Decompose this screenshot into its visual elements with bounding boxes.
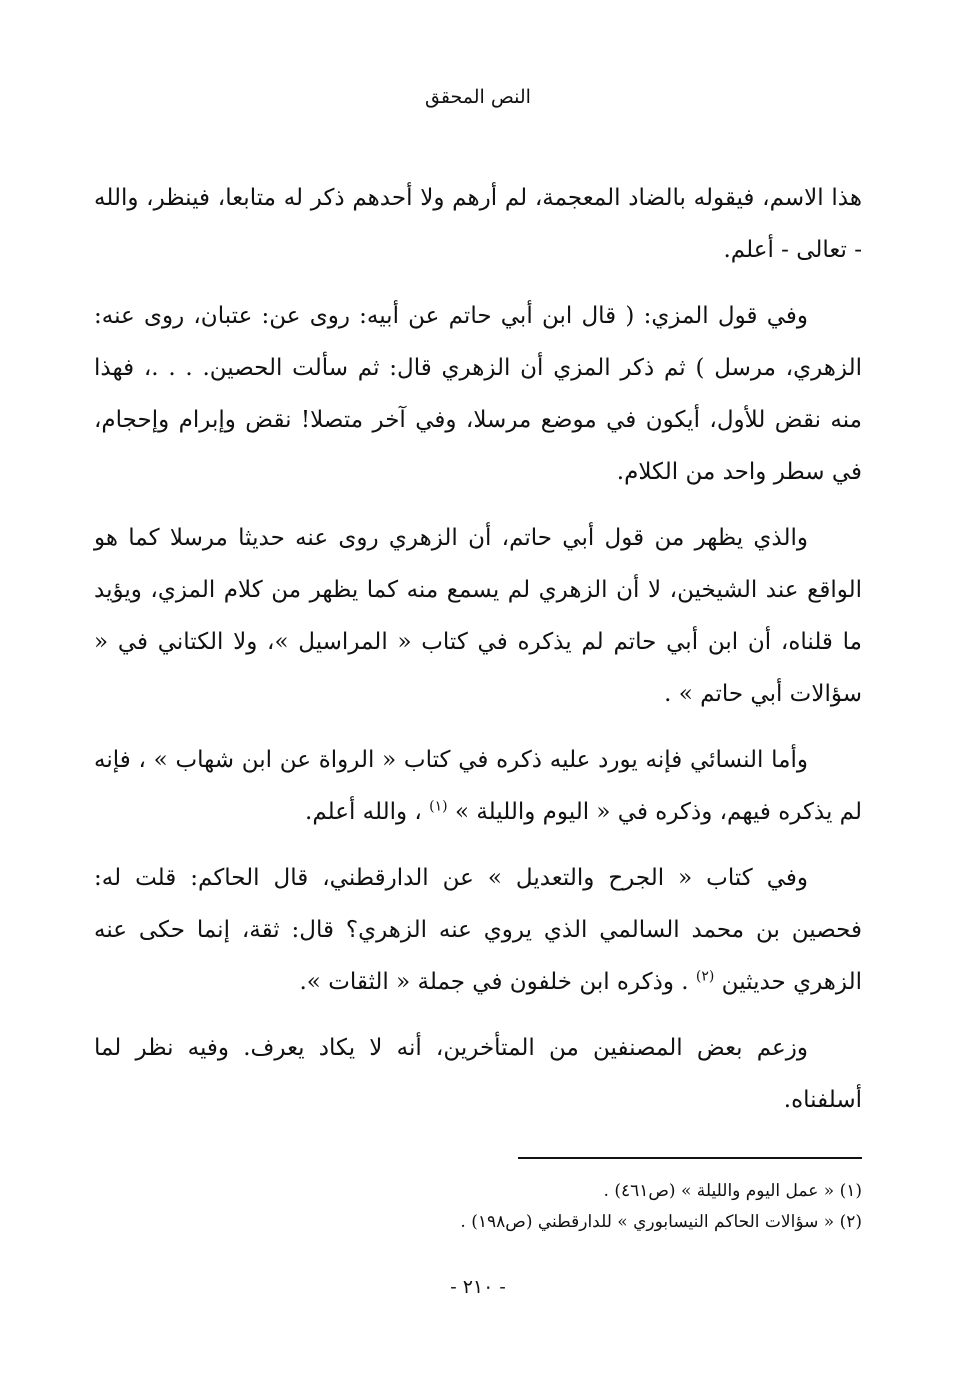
- paragraph-6: وزعم بعض المصنفين من المتأخرين، أنه لا يكاد يعرف. وفيه نظر لما أسلفناه.: [94, 1035, 862, 1113]
- paragraph-4-text-before: وأما النسائي فإنه يورد عليه ذكره في كتاب « الرواة عن ابن شهاب » ، فإنه لم يذكره فيهم، وذكره في « اليوم والليلة »: [94, 747, 862, 825]
- paragraph-4-text-after: ، والله أعلم.: [305, 799, 430, 825]
- paragraph-5-text-after: . وذكره ابن خلفون في جملة « الثقات ».: [299, 969, 696, 995]
- paragraph-4: [94, 734, 862, 838]
- footnote-1: (١) « عمل اليوم والليلة » (ص٤٦١) .: [603, 1181, 862, 1201]
- footnote-ref-1: (١): [429, 798, 448, 815]
- paragraph-5-text-before: وفي كتاب « الجرح والتعديل » عن الدارقطني، قال الحاكم: قلت له: فحصين بن محمد السالمي الذي يروي عنه الزهري؟ قال: ثقة، إنما حكى عنه الزهري حديثين: [94, 865, 862, 995]
- paragraph-3: والذي يظهر من قول أبي حاتم، أن الزهري روى عنه حديثا مرسلا كما هو الواقع عند الشيخين، لا أن الزهري لم يسمع منه كما يظهر من كلام المزي، ويؤيد ما قلناه، أن ابن أبي حاتم لم يذكره في كتاب « المراسيل »، ولا الكتاني في « سؤالات أبي حاتم » .: [94, 525, 862, 707]
- main-text: [94, 172, 862, 1140]
- footnote-2: (٢) « سؤالات الحاكم النيسابوري » للدارقطني (ص١٩٨) .: [460, 1212, 862, 1232]
- paragraph-5: [94, 852, 862, 1008]
- running-header: النص المحقق: [425, 86, 531, 108]
- paragraph-2: وفي قول المزي: ( قال ابن أبي حاتم عن أبيه: روى عن: عتبان، روى عنه: الزهري، مرسل ) ثم ذكر المزي أن الزهري قال: ثم سألت الحصين. . . .، فهذا منه نقض للأول، أيكون في موضع مرسلا، وفي آخر متصلا! نقض وإبرام وإحجام، في سطر واحد من الكلام.: [94, 303, 862, 485]
- footnote-separator: [518, 1157, 862, 1159]
- page-number: - ٢١٠ -: [450, 1276, 506, 1298]
- footnotes: [94, 1176, 862, 1238]
- paragraph-1: هذا الاسم، فيقوله بالضاد المعجمة، لم أرهم ولا أحدهم ذكر له متابعا، فينظر، والله - تعالى - أعلم.: [94, 185, 862, 263]
- footnote-ref-2: (٢): [695, 968, 715, 985]
